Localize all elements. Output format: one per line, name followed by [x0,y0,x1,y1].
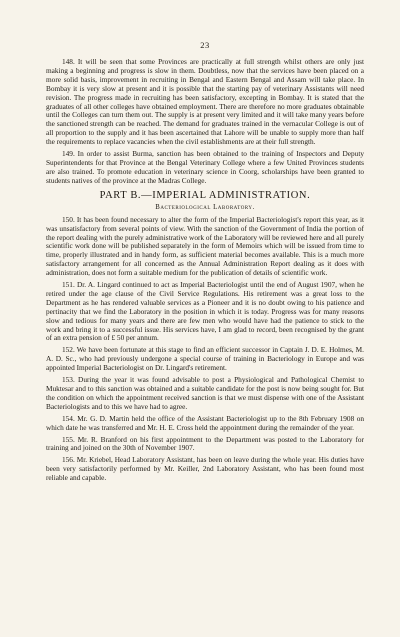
paragraph-156: 156. Mr. Kriebel, Head Laboratory Assistant, has been on leave during the whole year. His duties have been very satisfactorily performed by Mr. Keiller, 2nd Laboratory Assistant, who has been found most reliable and capable. [46,455,364,483]
paragraph-155: 155. Mr. R. Branford on his first appointment to the Department was posted to the Laboratory for training and joined on the 30th of November 1907. [46,434,364,453]
paragraph-149: 149. In order to assist Burma, sanction has been obtained to the training of Inspectors and Deputy Superintendents for that Province at the Bengal Veterinary College where a few United Provinces students are also trained. To promote education in veterinary science in Coorg, scholarships have been granted to students natives of the province at the Madras College. [46,149,364,185]
paragraph-151: 151. Dr. A. Lingard continued to act as Imperial Bacteriologist until the end of August 1907, when he retired under the age clause of the Civil Service Regulations. His retirement was a great loss to the Department as he has rendered valuable services as a Pioneer and it is no doubt owing to his patience and pertinacity that we find the Laboratory in the position in which it is today. Progress was for many reasons slow and tedious for many years and there are few men who would have had the patience to stick to the work and bring it to a successful issue. His services have, I am glad to record, been recognised by the grant of an extra pension of £ 50 per annum. [46,280,364,343]
paragraph-150: 150. It has been found necessary to alter the form of the Imperial Bacteriologist's report this year, as it was unsatisfactory from several points of view. With the sanction of the Government of India the portion of the report dealing with the purely administrative work of the Laboratory will be reviewed here and all purely scientific work done will be published separately in the form of Memoirs which will be issued from time to time, properly illustrated and in handy form, as sufficient material becomes available. This is a much more satisfactory arrangement for all concerned as the Annual Administration Report dealing as it does with administration, does not form a suitable medium for the publication of details of scientific work. [46,214,364,278]
paragraph-148: 148. It will be seen that some Provinces are practically at full strength whilst others are only just making a beginning and progress is slow in them. Doubtless, now that the services have been placed on a more solid basis, improvement in recruiting in Bengal and Eastern Bengal and Assam will take place. In Bombay it is very slow at present and it is possible that the starting pay of veterinary Assistants will need revision. The progress made in recruiting has been satisfactory, excepting in Bombay. It is stated that the graduates of all other colleges have obtained employment. There are therefore no more graduates obtainable until the Colleges can turn them out. The supply is at present very limited and it will take many years before the sanctioned strength can be reached. The demand for graduates trained in the vernacular College is out of all proportion to the supply and it has been ascertained that Lahore will be unable to supply more than half the requirements to replace vacancies when the civil establishments are at their full strength. [46,57,364,147]
part-heading: PART B.—IMPERIAL ADMINISTRATION. [99,189,311,201]
page-number: 23 [200,40,210,50]
paragraph-153: 153. During the year it was found advisable to post a Physiological and Pathological Chemist to Muktesar and to this sanction was obtained and a suitable candidate for the post is now being sought for. But the condition on which the appointment received sanction is that we must dispense with one of the Assistant Bacteriologists and to this we have had to agree. [46,375,364,411]
section-subheading: Bacteriological Laboratory. [155,203,255,211]
paragraph-152: 152. We have been fortunate at this stage to find an efficient successor in Captain J. D. E. Holmes, M. A. D. Sc., who had previously undergone a special course of training in Bacteriology in Europe and was appointed Imperial Bacteriologist on Dr. Lingard's retirement. [46,345,364,373]
paragraph-154: 154. Mr. G. D. Martin held the office of the Assistant Bacteriologist up to the 8th February 1908 on which date he was transferred and Mr. H. E. Cross held the appointment during the remainder of the year. [46,413,364,432]
